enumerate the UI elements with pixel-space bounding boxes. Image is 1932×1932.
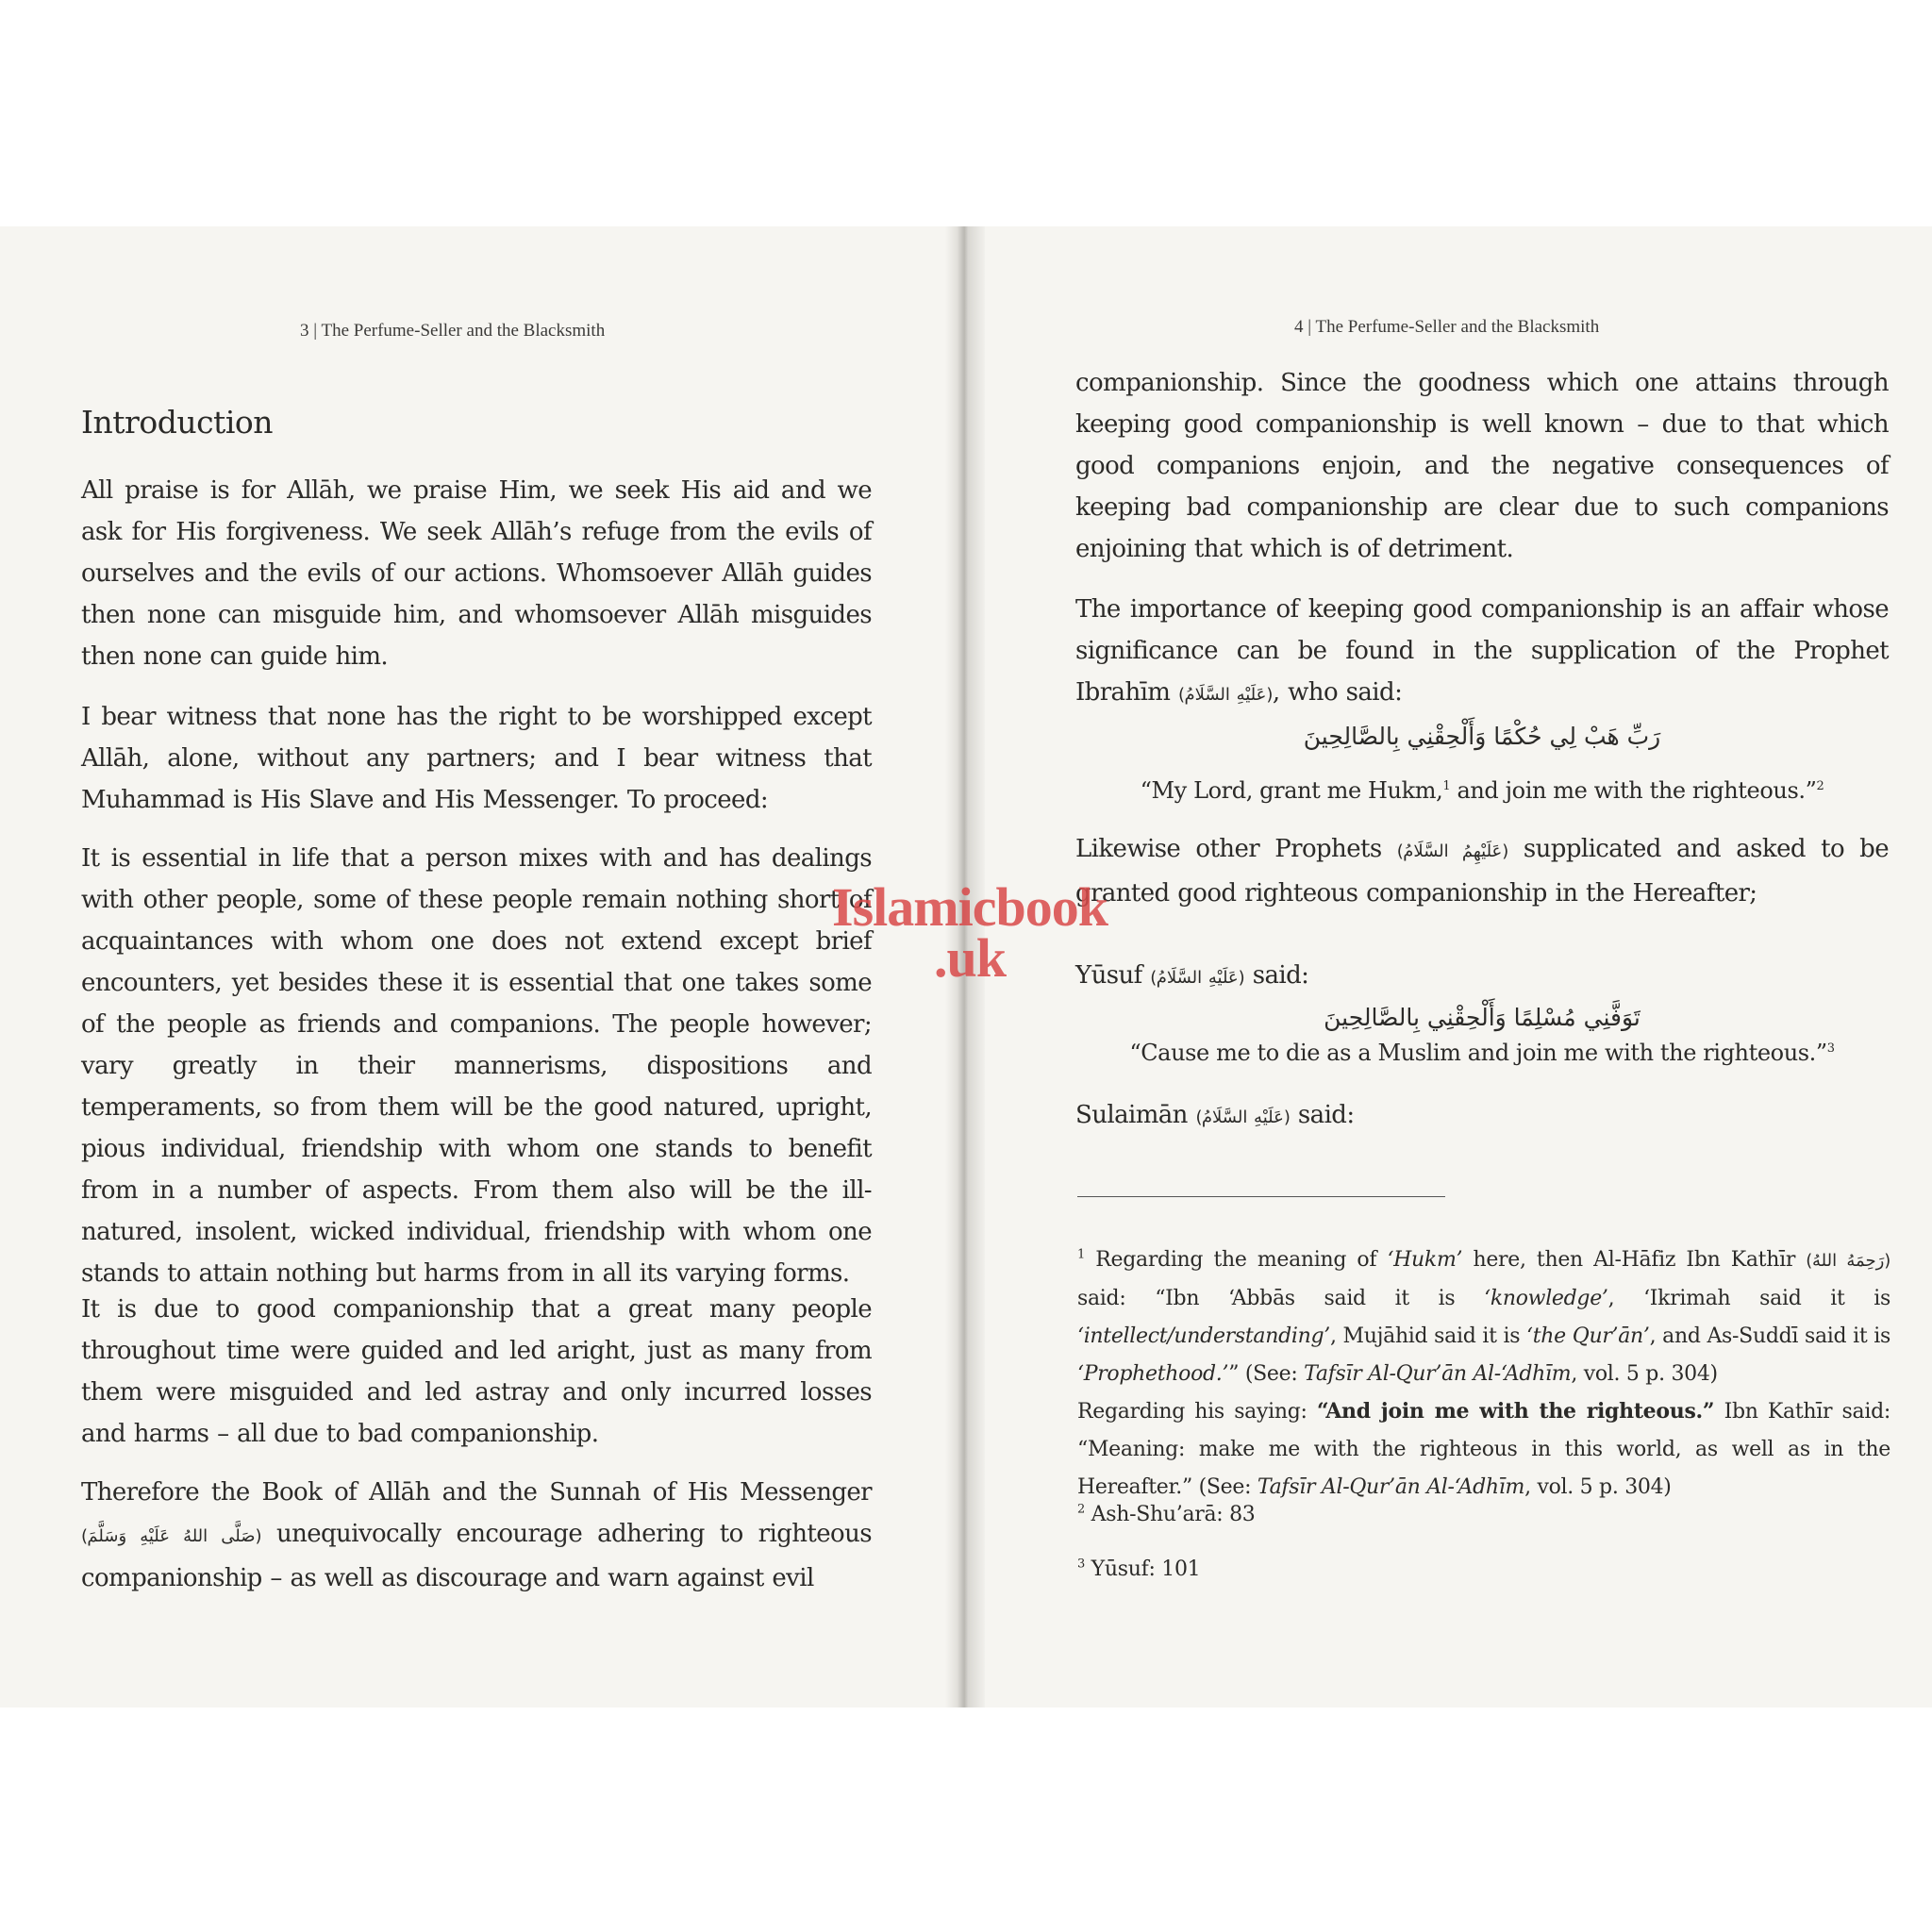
fn1-text-h: , vol. 5 p. 304) <box>1571 1362 1718 1386</box>
p4-text-a: Yūsuf <box>1075 961 1142 990</box>
footnote-ref-1: 1 <box>1442 779 1451 793</box>
fn1-intellect: ‘intellect/understanding’ <box>1077 1324 1330 1348</box>
watermark <box>800 876 1140 989</box>
fn1-hukm: ‘Hukm’ <box>1387 1248 1463 1272</box>
footnote-1b <box>1077 1392 1890 1507</box>
running-head-right: 4 | The Perfume-Seller and the Blacksmith <box>1294 317 1600 337</box>
honorific-prophets: (عَلَيْهِمُ السَّلَامُ) <box>1396 841 1508 861</box>
fn1-knowledge: ‘knowledge’ <box>1484 1287 1608 1310</box>
p4-text-b: said: <box>1252 961 1309 990</box>
honorific-yusuf: (عَلَيْهِ السَّلَامُ) <box>1150 968 1245 988</box>
left-paragraph-5 <box>81 1472 872 1599</box>
chapter-heading: Introduction <box>81 404 273 441</box>
watermark-line-2: .uk <box>933 927 1006 989</box>
quote-1-text-b: and join me with the righteous.” <box>1450 777 1817 804</box>
fn1b-bold-quote: “And join me with the righteous.” <box>1316 1399 1715 1424</box>
left-paragraph-2: I bear witness that none has the right to be worshipped except Allāh, alone, without any partners; and I bear witness that Muhammad is His Slave and His Messenger. To proceed: <box>81 703 872 814</box>
running-head-left: 3 | The Perfume-Seller and the Blacksmith <box>300 321 606 341</box>
right-paragraph-3 <box>1075 828 1889 914</box>
fn1-honorific: (رَحِمَهُ اللهُ) <box>1806 1251 1890 1271</box>
fn1b-text-b: Ibn Kathīr said: “Meaning: make me with the righteous in this world, as well as in the Hereafter.” (See: <box>1077 1400 1890 1499</box>
fn1-prophethood: ‘Prophethood.’ <box>1077 1362 1229 1386</box>
arabic-verse-2: تَوَفَّنِي مُسْلِمًا وَأَلْحِقْنِي بِالصَّالِحِينَ <box>1324 1004 1641 1031</box>
fn1-text-e: , Mujāhid said it is <box>1329 1324 1527 1348</box>
p5r-text-a: Sulaimān <box>1075 1101 1188 1129</box>
p5-text-a: Therefore the Book of Allāh and the Sunnah of His Messenger <box>81 1478 872 1507</box>
footnote-3 <box>1077 1551 1890 1589</box>
quote-2-text: “Cause me to die as a Muslim and join me with the righteous.” <box>1129 1040 1827 1066</box>
right-paragraph-5 <box>1075 1094 1889 1139</box>
fn1-text-d: , ‘Ikrimah said it is <box>1607 1287 1891 1310</box>
p3-text-b: supplicated and asked to be granted good righteous companionship in the Hereafter; <box>1075 835 1890 908</box>
footnote-2 <box>1077 1496 1890 1534</box>
p2-text-b: , who said: <box>1272 678 1403 707</box>
salutation-honorific: (صَلَّى اللهُ عَلَيْهِ وَسَلَّمَ) <box>81 1526 261 1546</box>
footnote-3-text: Yūsuf: 101 <box>1084 1557 1201 1581</box>
left-paragraph-1: All praise is for Allāh, we praise Him, we seek His aid and we ask for His forgiveness. We seek Allāh’s refuge from the evils of ourselves and the evils of our actions. Whomsoever Allāh guides then none can misguide him, and whomsoever Allāh misguides then none can guide him. <box>81 476 872 671</box>
left-paragraph-3: It is essential in life that a person mixes with and has dealings with other people, some of these people remain nothing short of acquaintances with whom one does not extend except brief encounters, yet besides these it is essential that one takes some of the people as friends and companions. The people however; vary greatly in their mannerisms, dispositions and temperaments, so from them will be the good natured, upright, pious individual, friendship with whom one stands to benefit from in a number of aspects. From them also will be the ill-natured, insolent, wicked individual, friendship with whom one stands to attain nothing but harms from in all its varying forms. <box>81 844 872 1288</box>
fn1b-text-a: Regarding his saying: <box>1077 1400 1317 1424</box>
honorific-sulaiman: (عَلَيْهِ السَّلَامُ) <box>1195 1108 1291 1127</box>
quote-1-text-a: “My Lord, grant me Hukm, <box>1140 777 1443 804</box>
p5r-text-b: said: <box>1297 1101 1355 1129</box>
footnote-2-text: Ash-Shu’arā: 83 <box>1084 1503 1256 1526</box>
fn1-text-b: here, then Al-Hāfiz Ibn Kathīr <box>1462 1248 1796 1272</box>
p3-text-a: Likewise other Prophets <box>1075 835 1382 863</box>
footnote-ref-3: 3 <box>1826 1041 1835 1056</box>
fn1-text-g: ” (See: <box>1228 1362 1305 1386</box>
footnote-ref-2: 2 <box>1816 779 1824 793</box>
p2-text-a: The importance of keeping good companionship is an affair whose significance can be found in the supplication of the Prophet Ibrahīm <box>1075 595 1889 707</box>
fn1-text-c: said: “Ibn ‘Abbās said it is <box>1077 1287 1485 1310</box>
fn1b-text-c: , vol. 5 p. 304) <box>1524 1475 1672 1499</box>
honorific-ibrahim: (عَلَيْهِ السَّلَامُ) <box>1178 685 1273 705</box>
p5-text-b: unequivocally encourage adhering to righteous companionship – as well as discourage and warn against evil <box>81 1520 872 1592</box>
footnote-3-marker: 3 <box>1077 1557 1085 1572</box>
footnote-1 <box>1077 1241 1890 1393</box>
quote-1 <box>1075 777 1889 804</box>
fn1-quran: ‘the Qur’ān’ <box>1526 1324 1650 1348</box>
fn1b-tafsir: Tafsīr Al-Qur’ān Al-‘Adhīm <box>1257 1475 1525 1499</box>
arabic-verse-1: رَبِّ هَبْ لِي حُكْمًا وَأَلْحِقْنِي بِالصَّالِحِينَ <box>1303 723 1661 750</box>
right-paragraph-2 <box>1075 589 1889 716</box>
left-paragraph-4: It is due to good companionship that a great many people throughout time were guided and led aright, just as many from them were misguided and led astray and only incurred losses and harms – all due to bad companionship. <box>81 1295 872 1448</box>
right-paragraph-4 <box>1075 955 1889 999</box>
right-paragraph-1: companionship. Since the goodness which one attains through keeping good companionship is well known – due to that which good companions enjoin, and the negative consequences of keeping bad companionship are clear due to such companions enjoining that which is of detriment. <box>1075 369 1889 563</box>
fn1-text-f: , and As-Suddī said it is <box>1649 1324 1890 1348</box>
footnote-1-marker: 1 <box>1077 1247 1085 1262</box>
footnote-2-marker: 2 <box>1077 1502 1085 1517</box>
footnote-divider <box>1077 1196 1445 1197</box>
quote-2 <box>1075 1040 1889 1066</box>
watermark-line-1: Islamicbook <box>832 876 1108 938</box>
fn1-tafsir: Tafsīr Al-Qur’ān Al-‘Adhīm <box>1304 1362 1572 1386</box>
fn1-text-a: Regarding the meaning of <box>1095 1248 1388 1272</box>
